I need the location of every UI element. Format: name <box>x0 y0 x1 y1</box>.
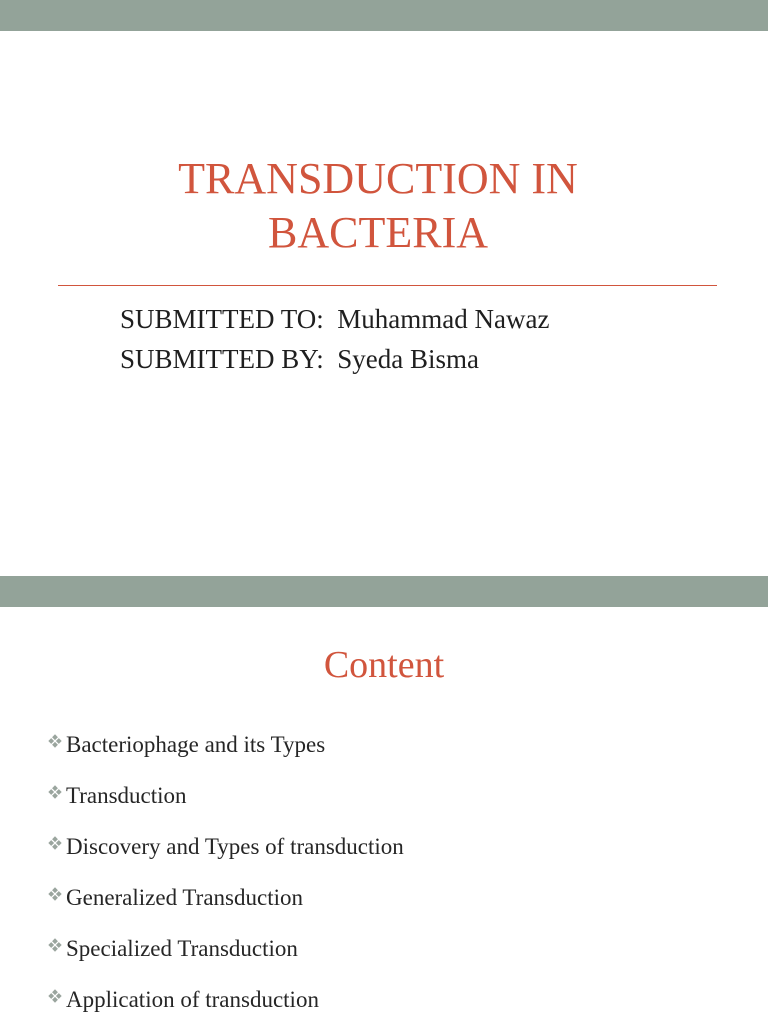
list-item <box>46 932 404 983</box>
bullet-diamond <box>48 942 54 948</box>
bullet-diamond <box>48 840 54 846</box>
four-diamond-bullet-icon <box>46 881 66 915</box>
list-item-label: Discovery and Types of transduction <box>66 834 404 859</box>
list-item-label: Transduction <box>66 783 187 808</box>
list-item <box>46 881 404 932</box>
slide1-title <box>0 152 756 260</box>
bullet-glyph <box>48 938 62 952</box>
bullet-diamond <box>48 993 54 999</box>
bullet-diamond <box>52 946 58 952</box>
bullet-glyph <box>48 989 62 1003</box>
bullet-diamond <box>48 789 54 795</box>
bullet-diamond <box>52 836 58 842</box>
list-item-label: Generalized Transduction <box>66 885 303 910</box>
bullet-diamond <box>52 742 58 748</box>
list-item <box>46 779 404 830</box>
submission-info <box>120 299 549 379</box>
slide1-top-band <box>0 0 768 31</box>
list-item-label: Application of transduction <box>66 987 319 1012</box>
list-item <box>46 728 404 779</box>
bullet-glyph <box>48 734 62 748</box>
four-diamond-bullet-icon <box>46 983 66 1017</box>
bullet-diamond <box>48 738 54 744</box>
list-item <box>46 830 404 881</box>
slide1-title-line1: TRANSDUCTION IN <box>178 154 578 203</box>
slide2-top-band <box>0 576 768 607</box>
bullet-diamond <box>56 993 62 999</box>
bullet-diamond <box>52 895 58 901</box>
four-diamond-bullet-icon <box>46 830 66 864</box>
submitted-to-line: SUBMITTED TO: Muhammad Nawaz <box>120 304 550 334</box>
slide1-title-line2: BACTERIA <box>268 208 488 257</box>
bullet-diamond <box>52 887 58 893</box>
content-title: Content <box>323 644 445 686</box>
title-divider <box>58 285 717 286</box>
four-diamond-bullet-icon <box>46 728 66 762</box>
four-diamond-bullet-icon <box>46 779 66 813</box>
list-item <box>46 983 404 1024</box>
bullet-diamond <box>52 844 58 850</box>
submitted-by-line: SUBMITTED BY: Syeda Bisma <box>120 344 480 374</box>
four-diamond-bullet-icon <box>46 932 66 966</box>
content-list <box>46 728 404 1024</box>
bullet-glyph <box>48 836 62 850</box>
bullet-glyph <box>48 785 62 799</box>
bullet-diamond <box>52 997 58 1003</box>
bullet-diamond <box>52 989 58 995</box>
bullet-diamond <box>56 942 62 948</box>
bullet-diamond <box>48 891 54 897</box>
list-item-label: Bacteriophage and its Types <box>66 732 326 757</box>
bullet-diamond <box>52 734 58 740</box>
bullet-diamond <box>56 840 62 846</box>
bullet-glyph <box>48 887 62 901</box>
bullet-diamond <box>56 789 62 795</box>
bullet-diamond <box>52 785 58 791</box>
list-item-label: Specialized Transduction <box>66 936 298 961</box>
bullet-diamond <box>52 793 58 799</box>
bullet-diamond <box>56 891 62 897</box>
bullet-diamond <box>52 938 58 944</box>
bullet-diamond <box>56 738 62 744</box>
